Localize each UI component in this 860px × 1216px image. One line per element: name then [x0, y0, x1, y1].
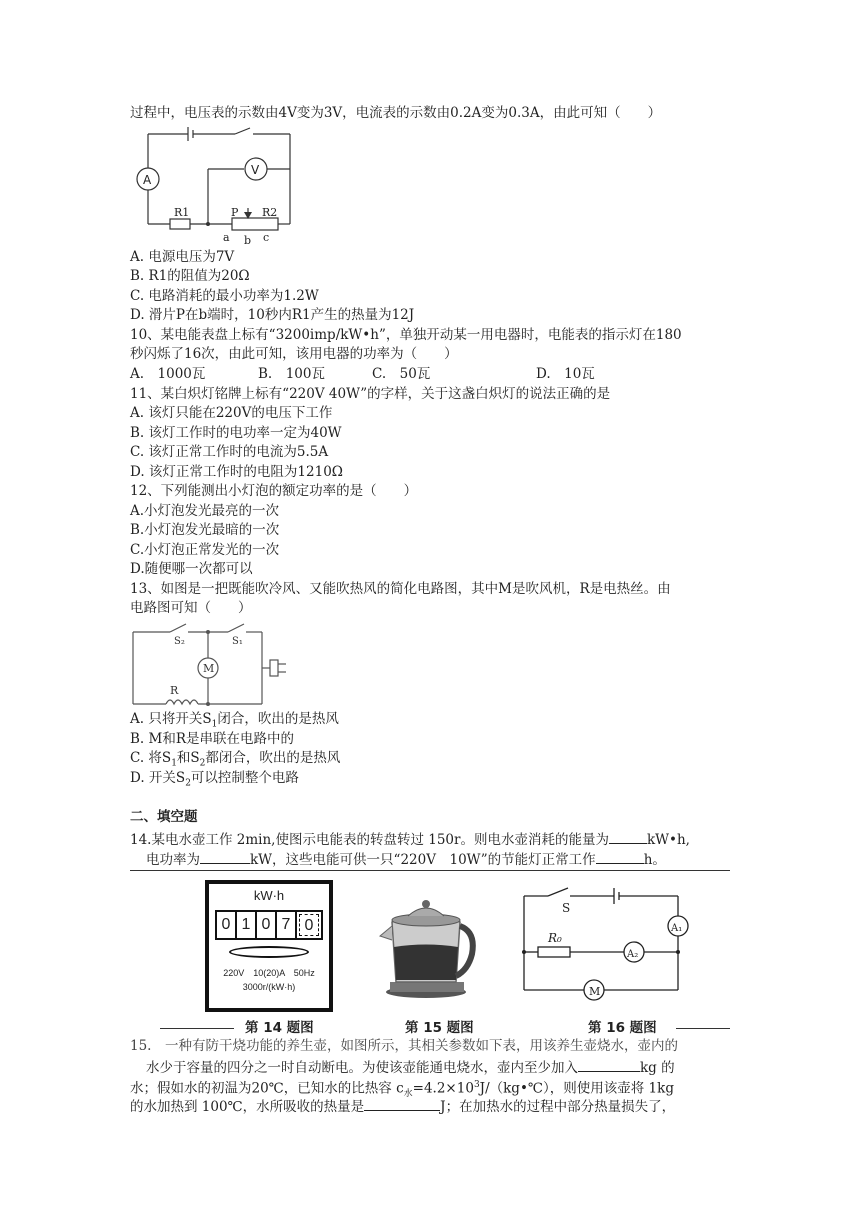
q15-blank-1: [578, 1057, 640, 1072]
a2-label: A₂: [627, 949, 639, 960]
q15-line4: 的水加热到 100℃，水所吸收的热量是 J；在加热水的过程中部分热量损失了，: [130, 1096, 675, 1117]
kettle-image: [378, 892, 478, 1002]
q12-option-b: B.小灯泡发光最暗的一次: [130, 522, 280, 538]
q11-option-c: C. 该灯正常工作时的电流为5.5A: [130, 444, 329, 460]
q11-option-a: A. 该灯只能在220V的电压下工作: [130, 405, 333, 421]
q13-option-d: D. 开关$S_2$可以控制整个电路: [130, 770, 299, 789]
r0-label: R₀: [548, 931, 562, 945]
meter-digit: 0: [257, 912, 277, 938]
meter-digits: [215, 910, 323, 940]
q12-option-c: C.小灯泡正常发光的一次: [130, 542, 280, 558]
q14-blank-3: [596, 849, 644, 864]
divider: [130, 870, 730, 871]
s-label: S: [562, 901, 571, 915]
q9-option-a: A. 电源电压为7V: [130, 249, 235, 265]
q10-option-b: B. 100瓦: [258, 366, 325, 382]
s2-label: S₂: [174, 636, 185, 647]
ammeter-label: A: [143, 173, 152, 187]
q14-line1: 14.某电水壶工作 2min,使图示电能表的转盘转过 150r。则电水壶消耗的能量为 kW•h,: [130, 829, 690, 850]
caption-rule-left: [160, 1028, 234, 1029]
q10-option-a: A. 1000瓦: [130, 366, 206, 382]
r2-label: R2: [262, 206, 278, 219]
q14-line2: 电功率为 kW，这些电能可供一只“220V 10W”的节能灯正常工作 h。: [146, 849, 666, 870]
q12-option-d: D.随便哪一次都可以: [130, 561, 253, 577]
q9-option-c: C. 电路消耗的最小功率为1.2W: [130, 288, 319, 304]
m-label: M: [589, 985, 601, 998]
q11-option-d: D. 该灯正常工作时的电阻为1210Ω: [130, 464, 343, 480]
q10-option-d: D. 10瓦: [536, 366, 595, 382]
q13-stem-line1: 13、如图是一把既能吹冷风、又能吹热风的简化电路图，其中M是吹风机，R是电热丝。由: [130, 581, 671, 597]
q12-stem: 12、下列能测出小灯泡的额定功率的是（ ）: [130, 483, 418, 499]
a-label: a: [223, 231, 230, 244]
q15-line1: 15. 一种有防干烧功能的养生壶，如图所示，其相关参数如下表，用该养生壶烧水，壶内的: [130, 1038, 678, 1054]
caption-q15: 第 15 题图: [405, 1020, 474, 1036]
c-label: c: [263, 231, 270, 244]
caption-rule-right: [676, 1028, 730, 1029]
q13-stem-line2: 电路图可知（ ）: [130, 600, 252, 616]
voltmeter-label: V: [251, 163, 260, 177]
q15-line3: 水；假如水的初温为20℃，已知水的比热容 $c_水=4.2\times 10^3J/(kg•℃)$，则使用该壶将 1kg: [130, 1080, 674, 1100]
meter-digit: 7: [277, 912, 297, 938]
meter-specs: 220V 10(20)A 50Hz: [223, 968, 315, 978]
q11-option-b: B. 该灯工作时的电功率一定为40W: [130, 425, 342, 441]
meter-unit: kW·h: [253, 888, 285, 903]
caption-q14: 第 14 题图: [245, 1020, 314, 1036]
q14-blank-1: [609, 829, 647, 844]
electricity-meter: [205, 880, 333, 1012]
b-label: b: [244, 234, 252, 246]
q10-stem-line1: 10、某电能表盘上标有“3200imp/kW•h”，单独开动某一用电器时，电能表的指示灯在180: [130, 327, 682, 343]
q13-option-a: A. 只将开关$S_1$闭合，吹出的是热风: [130, 711, 339, 730]
caption-q16: 第 16 题图: [588, 1020, 657, 1036]
q12-option-a: A.小灯泡发光最亮的一次: [130, 503, 280, 519]
q9-stem: 过程中，电压表的示数由4V变为3V，电流表的示数由0.2A变为0.3A，由此可知（ ）: [130, 105, 662, 121]
q14-blank-2: [200, 849, 250, 864]
meter-disc: [229, 946, 309, 958]
meter-digit-decimal: 0: [299, 914, 319, 936]
section-title: 二、填空题: [130, 809, 198, 825]
q16-circuit-diagram: [518, 886, 696, 1006]
m-label: M: [203, 662, 215, 675]
r1-label: R1: [174, 206, 190, 219]
q9-option-b: B. R1的阻值为20Ω: [130, 268, 250, 284]
meter-digit: 1: [237, 912, 257, 938]
q15-blank-2: [364, 1096, 440, 1111]
q13-option-b: B. M和R是串联在电路中的: [130, 731, 294, 747]
q9-circuit-diagram: [130, 124, 300, 246]
q10-option-c: C. 50瓦: [372, 366, 431, 382]
s1-label: S₁: [232, 636, 243, 647]
a1-label: A₁: [671, 923, 683, 934]
p-label: P: [231, 206, 239, 219]
meter-rev: 3000r/(kW·h): [242, 982, 296, 992]
q11-stem: 11、某白炽灯铭牌上标有“220V 40W”的字样，关于这盏白炽灯的说法正确的是: [130, 386, 611, 402]
q10-stem-line2: 秒闪烁了16次，由此可知，该用电器的功率为（ ）: [130, 346, 458, 362]
q13-circuit-diagram: [130, 620, 300, 712]
r-label: R: [170, 684, 179, 697]
meter-digit: 0: [217, 912, 237, 938]
q15-line2: 水少于容量的四分之一时自动断电。为使该壶能通电烧水，壶内至少加入 kg 的: [146, 1057, 675, 1078]
q13-option-c: C. 将$S_1$和$S_2$都闭合，吹出的是热风: [130, 750, 341, 769]
q9-option-d: D. 滑片P在b端时，10秒内R1产生的热量为12J: [130, 307, 415, 323]
